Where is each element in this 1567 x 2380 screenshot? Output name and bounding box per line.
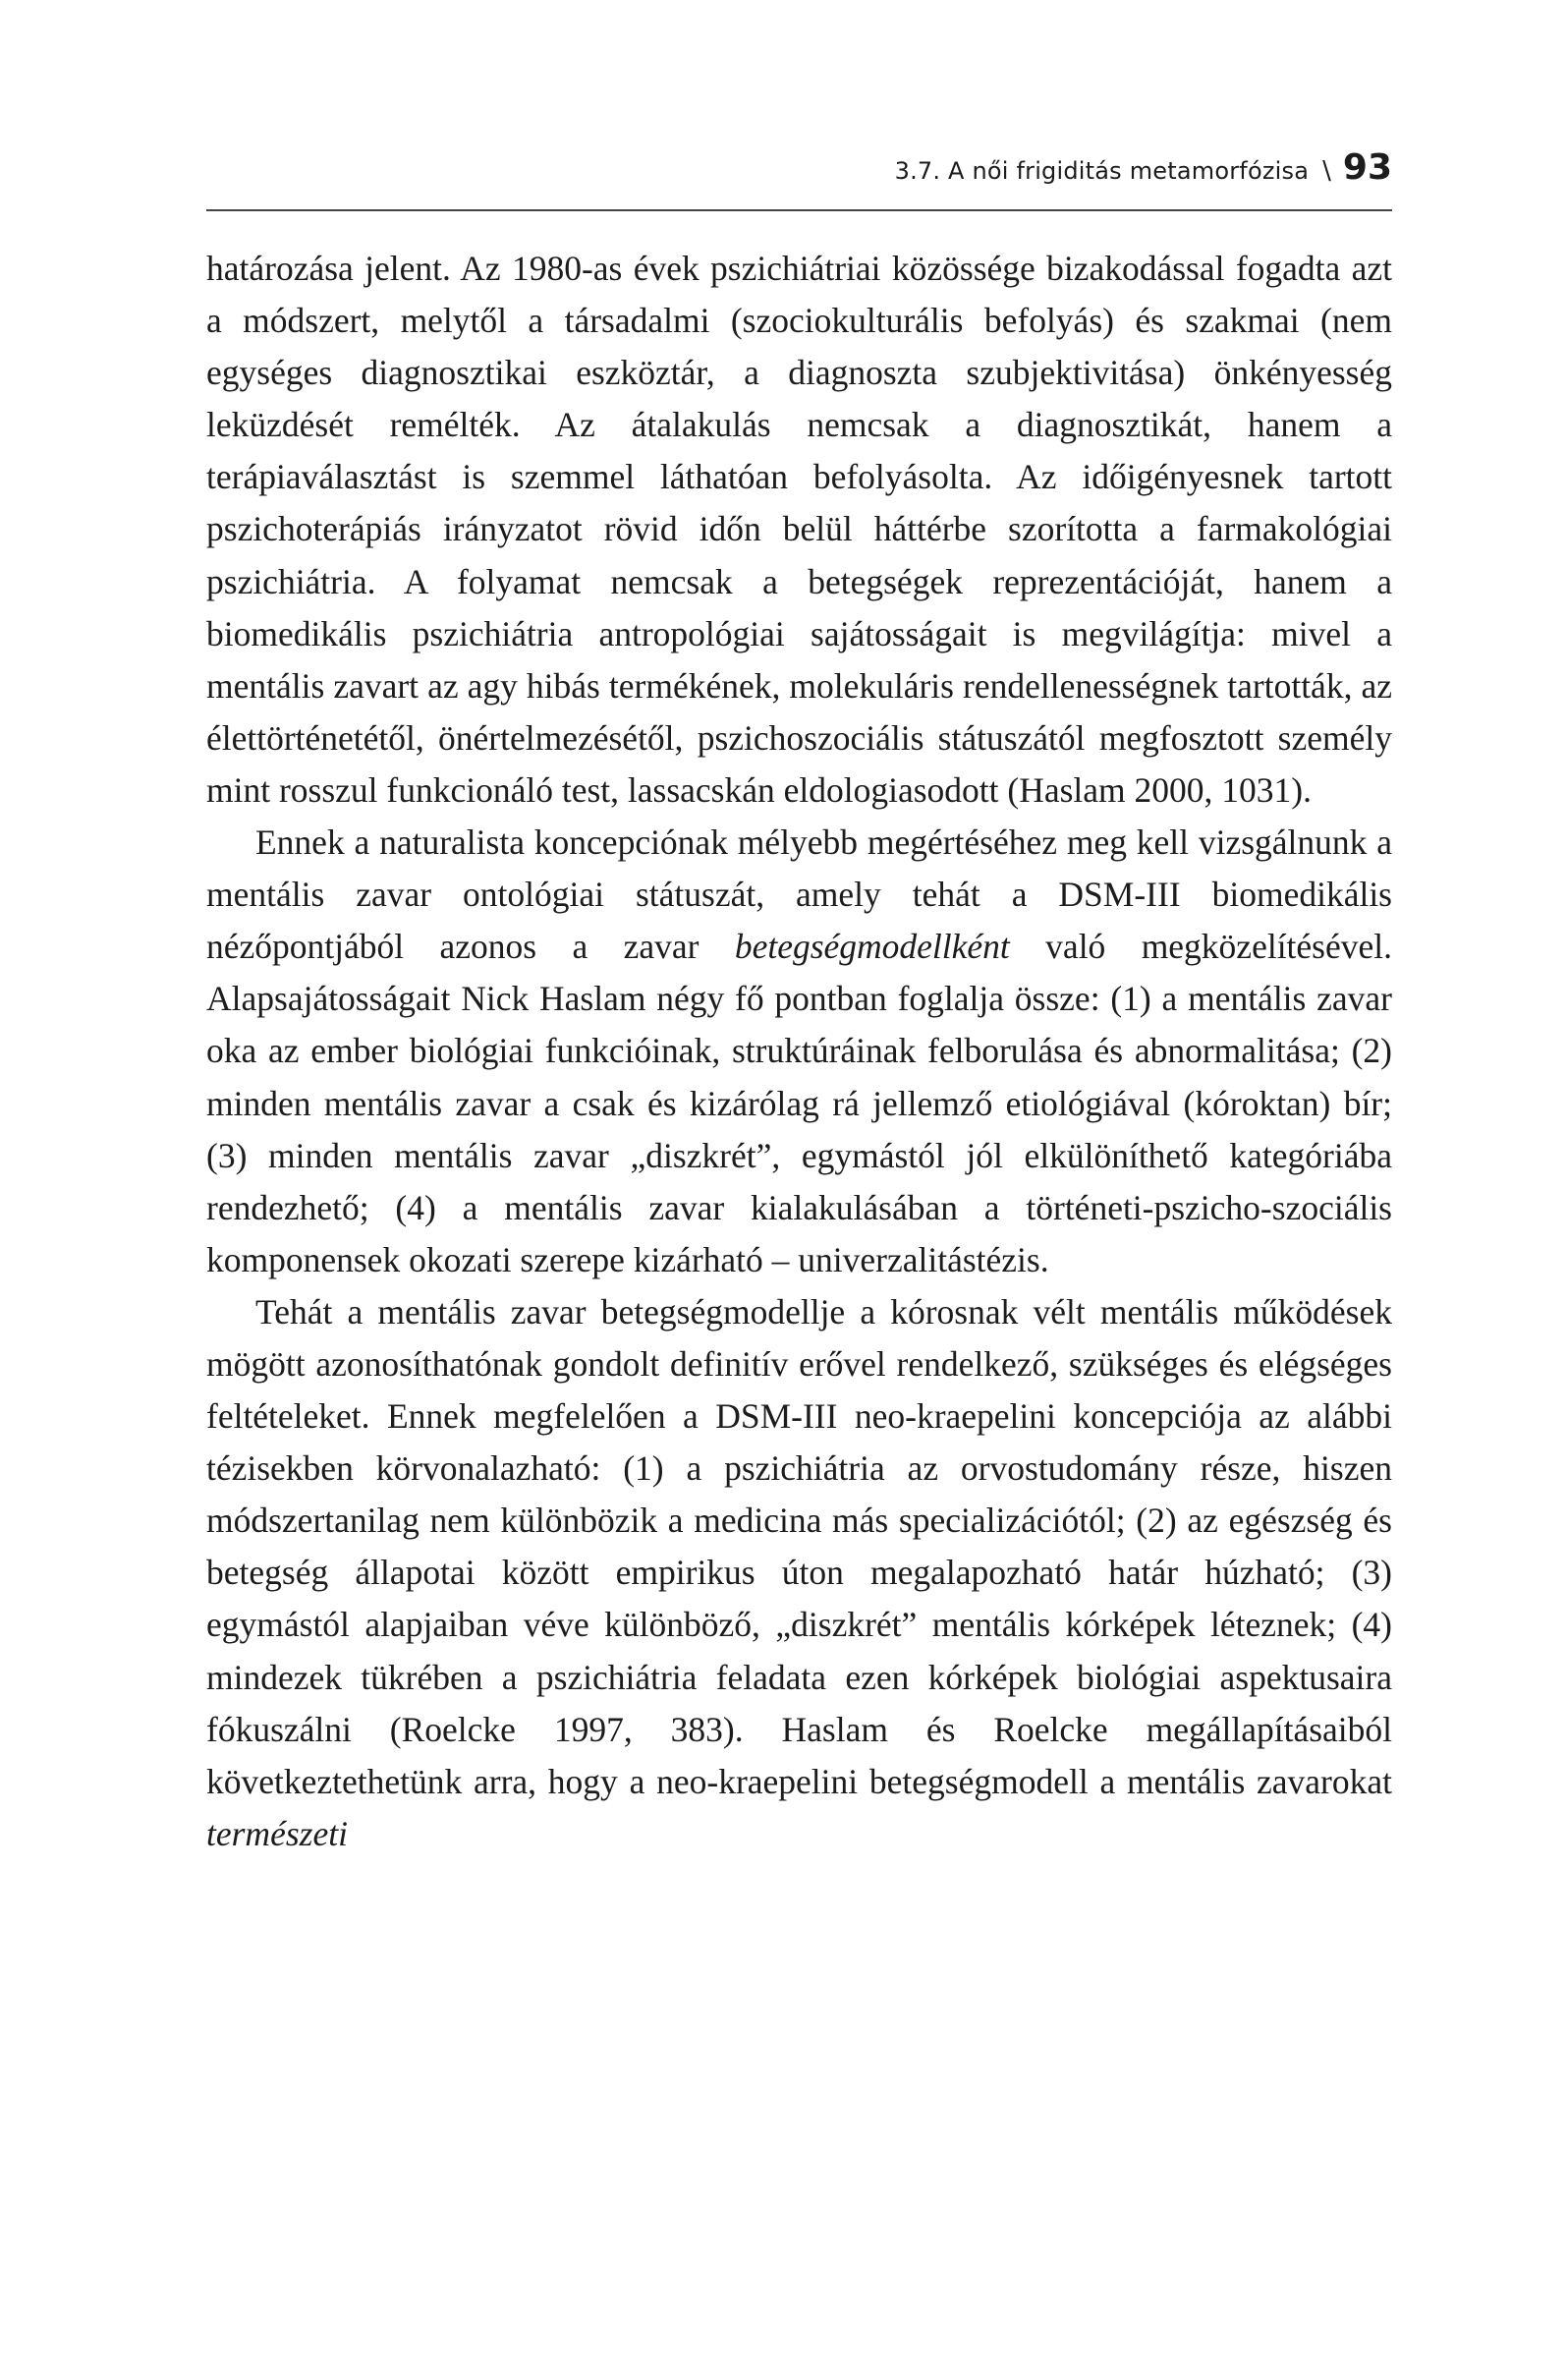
running-header (206, 147, 1392, 202)
paragraph-1-text: határozása jelent. Az 1980-as évek pszichiátriai közössége bizakodással fogadta azt a módszert, melytől a társadalmi (szociokulturális befolyás) és szakmai (nem egységes diagnosztikai eszköztár, a diagnoszta szubjektivitása) önkényesség leküzdését remélték. Az átalakulás nemcsak a diagnosztikát, hanem a terápiaválasztást is szemmel láthatóan befolyásolta. Az időigényesnek tartott pszichoterápiás irányzatot rövid időn belül háttérbe szorította a farmakológiai pszichiátria. A folyamat nemcsak a betegségek reprezentációját, hanem a biomedikális pszichiátria antropológiai sajátosságait is megvilágítja: mivel a mentális zavart az agy hibás termékének, molekuláris rendellenességnek tartották, az élettörténetétől, önértelmezésétől, pszichoszociális státuszától megfosztott személy mint rosszul funkcionáló test, lassacskán eldologiasodott (Haslam 2000, 1031). (206, 249, 1392, 810)
paragraph-1 (206, 243, 1392, 817)
running-title: 3.7. A női frigiditás metamorfózisa (894, 157, 1310, 185)
italic-term-termeszeti: természeti (206, 1813, 348, 1853)
paragraph-2-text-a: Ennek a naturalista koncepciónak mélyebb megértéséhez meg kell vizsgálnunk a mentális zavar ontológiai státuszát, amely tehát a DSM-III biomedikális nézőpontjából azonos a zavar (206, 822, 1392, 967)
italic-term-betegsegmodellkent: betegségmodellként (734, 927, 1010, 967)
header-separator: \ (1322, 156, 1331, 186)
body-text (206, 243, 1392, 1860)
paragraph-2-text-b: való megközelítésével. Alapsajátosságait Nick Haslam négy fő pontban foglalja össze: (1) a mentális zavar oka az ember biológiai funkcióinak, struktúráinak felborulása és abnormalitása; (2) minden mentális zavar a csak és kizárólag rá jellemző etiológiával (kóroktan) bír; (3) minden mentális zavar „diszkrét”, egymástól jól elkülöníthető kategóriába rendezhető; (4) a mentális zavar kialakulásában a történeti-pszicho-szociális komponensek okozati szerepe kizárható – univerzalitástézis. (206, 927, 1392, 1279)
paragraph-3-text: Tehát a mentális zavar betegségmodellje a kórosnak vélt mentális működések mögött azonosíthatónak gondolt definitív erővel rendelkező, szükséges és elégséges feltételeket. Ennek megfelelően a DSM-III neo-kraepelini koncepciója az alábbi tézisekben körvonalazható: (1) a pszichiátria az orvostudomány része, hiszen módszertanilag nem különbözik a medicina más specializációtól; (2) az egészség és betegség állapotai között empirikus úton megalapozható határ húzható; (3) egymástól alapjaiban véve különböző, „diszkrét” mentális kórképek léteznek; (4) mindezek tükrében a pszichiátria feladata ezen kórképek biológiai aspektusaira fókuszálni (Roelcke 1997, 383). Haslam és Roelcke megállapításaiból következtethetünk arra, hogy a neo-kraepelini betegségmodell a mentális zavarokat (206, 1291, 1392, 1801)
page-number: 93 (1342, 147, 1392, 188)
header-rule (206, 209, 1392, 211)
paragraph-2 (206, 817, 1392, 1286)
paragraph-3 (206, 1286, 1392, 1860)
